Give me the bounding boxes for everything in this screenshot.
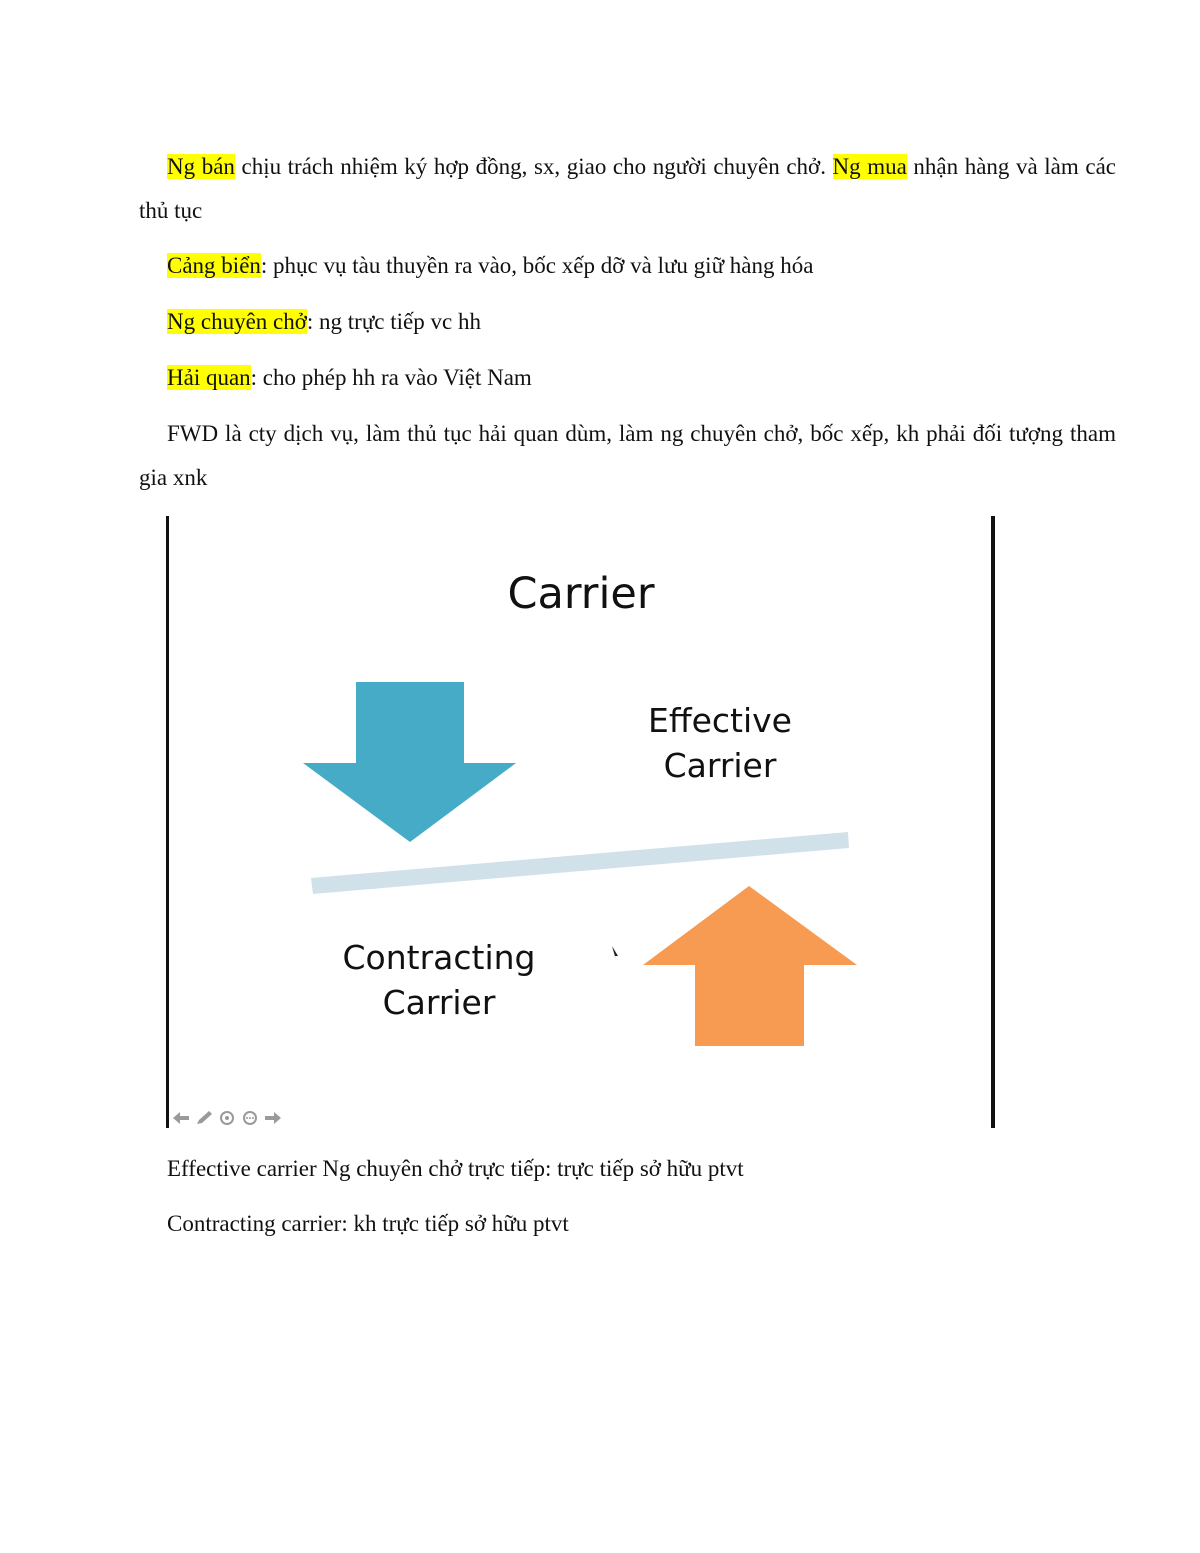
highlight-customs: Hải quan [167,365,251,390]
paragraph-effective-carrier: Effective carrier Ng chuyên chở trực tiếp: trực tiếp sở hữu ptvt [167,1156,744,1181]
buyer-text: nhận hàng và làm các thủ tục [139,154,1116,223]
paragraph-customs [139,356,1116,400]
slide-toolbar [171,1110,283,1126]
highlight-seaport: Cảng biển [167,253,261,278]
effective-carrier-label: Effective Carrier [648,701,792,785]
contracting-carrier-label: Contracting Carrier [342,938,536,1022]
carrier-text: : ng trực tiếp vc hh [306,309,481,334]
seaport-text: : phục vụ tàu thuyền ra vào, bốc xếp dỡ và lưu giữ hàng hóa [260,253,814,278]
paragraph-fwd: FWD là cty dịch vụ, làm thủ tục hải quan dùm, làm ng chuyên chở, bốc xếp, kh phải đối tượng tham gia xnk [139,421,1116,490]
pen-icon[interactable] [194,1110,214,1126]
divider-bar [311,832,849,894]
paragraph-carrier [139,300,1116,344]
slide-title: Carrier [507,569,655,619]
customs-text: : cho phép hh ra vào Việt Nam [250,365,532,390]
carrier-slide-image [166,516,996,1128]
paragraph-seaport [139,244,1116,288]
down-arrow-icon [303,682,516,842]
menu-icon[interactable] [240,1110,260,1126]
seller-text: chịu trách nhiệm ký hợp đồng, sx, giao cho người chuyên chở. [234,154,833,179]
highlight-seller: Ng bán [167,154,235,179]
highlight-buyer: Ng mua [832,154,907,179]
up-arrow-icon [643,886,857,1046]
paragraph-contracting-carrier: Contracting carrier: kh trực tiếp sở hữu ptvt [167,1211,569,1236]
paragraph-parties [139,145,1116,233]
arrow-right-icon[interactable] [263,1110,283,1126]
highlight-carrier: Ng chuyên chở [167,309,307,334]
cursor-icon [612,946,618,960]
magnifier-icon[interactable] [217,1110,237,1126]
arrow-left-icon[interactable] [171,1110,191,1126]
